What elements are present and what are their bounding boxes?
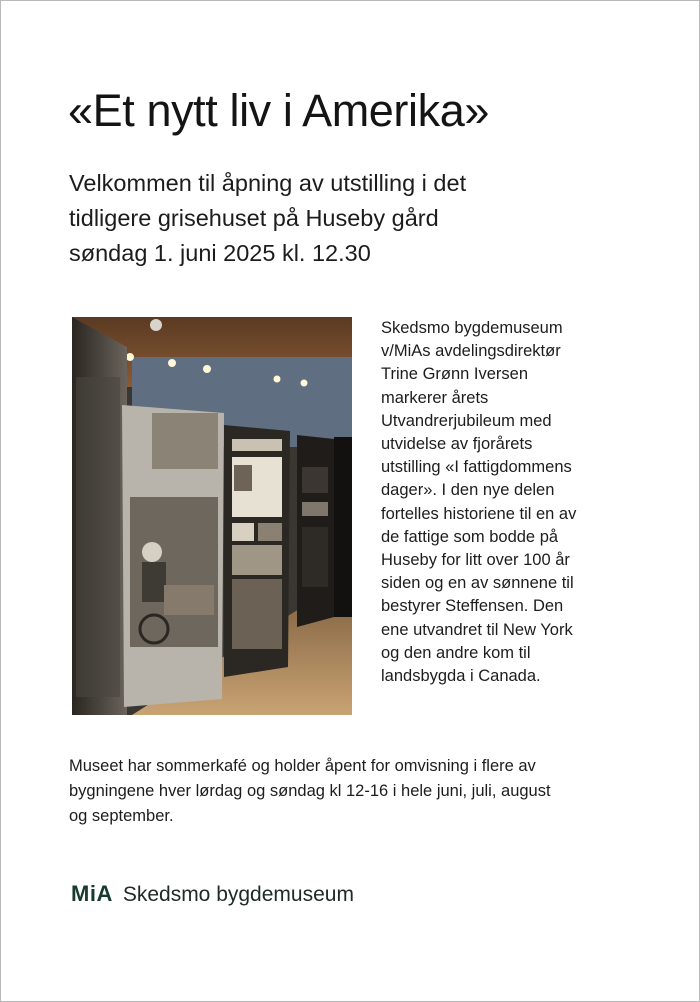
museum-logo xyxy=(71,881,354,907)
body-line: dager». I den nye delen xyxy=(381,481,555,500)
footer-line: Museet har sommerkafé og holder åpent for omvisning i flere av xyxy=(69,757,536,775)
body-line: utvidelse av fjorårets xyxy=(381,435,533,454)
body-line: v/MiAs avdelingsdirektør xyxy=(381,342,561,361)
page-title: «Et nytt liv i Amerika» xyxy=(68,85,489,136)
mia-logo-mark: MiA xyxy=(71,881,113,906)
event-date: søndag 1. juni 2025 kl. 12.30 xyxy=(69,240,371,266)
body-line: markerer årets xyxy=(381,388,489,407)
subtitle-line: tidligere grisehuset på Huseby gård xyxy=(69,205,439,231)
body-line: Trine Grønn Iversen xyxy=(381,365,529,384)
footer-line: bygningene hver lørdag og søndag kl 12-16 i hele juni, juli, august xyxy=(69,782,551,800)
body-line: landsbygda i Canada. xyxy=(381,667,541,686)
body-line: fortelles historiene til en av xyxy=(381,504,577,523)
body-line: Skedsmo bygdemuseum xyxy=(381,319,563,337)
exhibition-photo xyxy=(72,317,352,715)
body-line: ene utvandret til New York xyxy=(381,620,573,639)
subtitle-line: Velkommen til åpning av utstilling i det xyxy=(69,170,467,196)
opening-hours-text xyxy=(69,754,669,829)
footer-line: og september. xyxy=(69,807,174,825)
museum-name: Skedsmo bygdemuseum xyxy=(122,883,354,906)
body-line: Huseby for litt over 100 år xyxy=(381,551,570,570)
body-line: de fattige som bodde på xyxy=(381,527,559,546)
body-line: Utvandrerjubileum med xyxy=(381,411,552,430)
body-line: siden og en av sønnene til xyxy=(381,574,574,593)
body-line: og den andre kom til xyxy=(381,643,531,662)
body-line: bestyrer Steffensen. Den xyxy=(381,597,564,616)
invitation-subtitle xyxy=(69,166,466,271)
body-line: utstilling «I fattigdommens xyxy=(381,458,572,477)
description-text xyxy=(381,317,681,688)
